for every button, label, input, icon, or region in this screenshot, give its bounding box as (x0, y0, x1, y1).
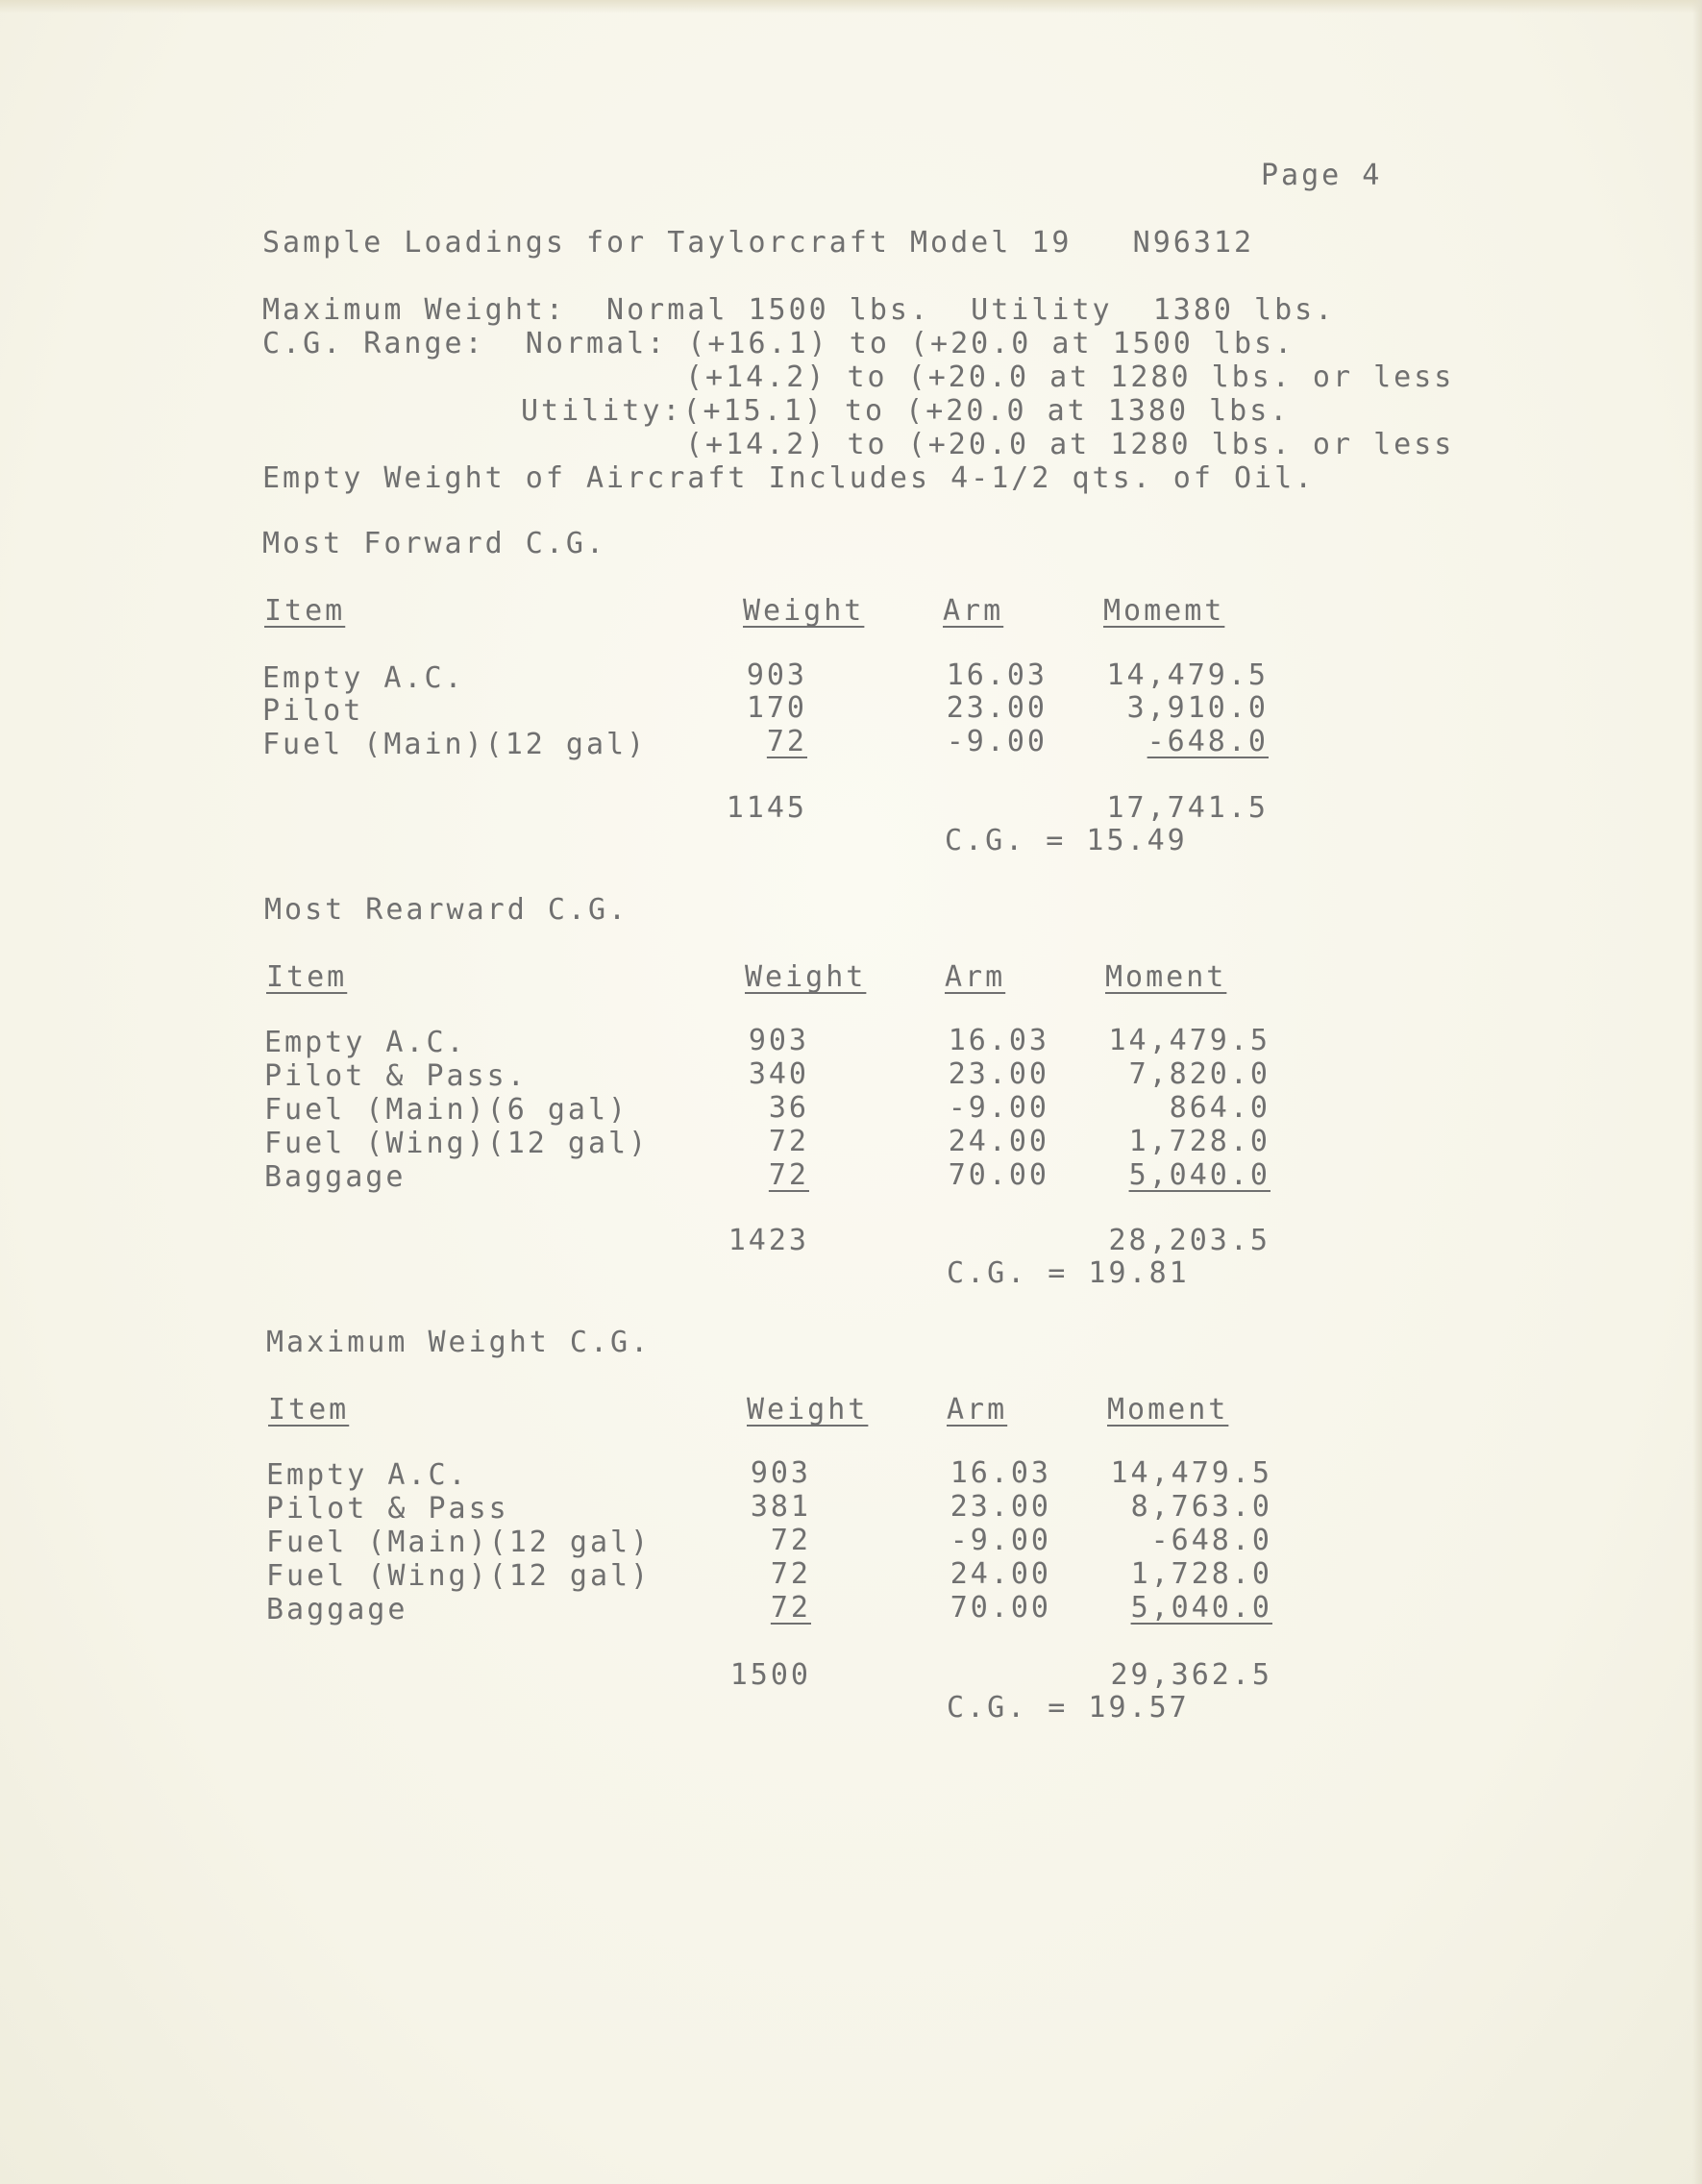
column-header-moment: Moment (1107, 1393, 1229, 1427)
row-arm: 70.00 (950, 1591, 1051, 1625)
row-weight: 903 (750, 1456, 811, 1490)
row-weight: 72 (770, 1557, 811, 1591)
row-moment (1069, 1159, 1270, 1192)
row-moment: 7,820.0 (1128, 1057, 1270, 1091)
cg-result: C.G. = 15.49 (945, 824, 1188, 857)
row-item: Fuel (Main)(12 gal) (262, 728, 648, 761)
total-weight: 1423 (728, 1224, 809, 1257)
column-header-arm: Arm (945, 960, 1006, 994)
row-weight: 72 (770, 1524, 811, 1557)
page-top-edge (0, 0, 1702, 13)
row-weight: 36 (768, 1091, 809, 1125)
row-moment: 14,479.5 (1106, 658, 1269, 692)
row-item: Baggage (266, 1593, 408, 1626)
row-arm: 16.03 (948, 1024, 1049, 1057)
row-weight: 340 (748, 1057, 809, 1091)
row-weight: 903 (748, 1024, 809, 1057)
cg-range-utility-line: Utility:(+15.1) to (+20.0 at 1380 lbs. (521, 394, 1291, 428)
row-item: Pilot & Pass (266, 1492, 509, 1526)
row-arm: 23.00 (950, 1490, 1051, 1524)
row-moment (1071, 1592, 1272, 1625)
row-arm: 24.00 (950, 1557, 1051, 1591)
column-header-moment: Momemt (1103, 594, 1225, 628)
cg-range-normal-line-2: (+14.2) to (+20.0 at 1280 lbs. or less (685, 360, 1455, 394)
column-header-weight: Weight (743, 594, 865, 628)
cg-range-normal-line: C.G. Range: Normal: (+16.1) to (+20.0 at 1500 lbs. (262, 327, 1295, 360)
row-item: Fuel (Wing)(12 gal) (266, 1559, 652, 1593)
document-title: Sample Loadings for Taylorcraft Model 19 N96312 (262, 226, 1255, 260)
row-arm: -9.00 (946, 725, 1048, 758)
row-weight (713, 1159, 809, 1192)
column-header-arm: Arm (943, 594, 1004, 628)
row-item: Fuel (Wing)(12 gal) (264, 1127, 650, 1160)
total-moment: 29,362.5 (1110, 1658, 1272, 1692)
row-weight-value: 72 (770, 1591, 811, 1625)
page-right-edge (1692, 0, 1702, 2184)
row-arm: -9.00 (950, 1524, 1051, 1557)
row-weight: 381 (750, 1490, 811, 1524)
row-item: Empty A.C. (262, 661, 465, 695)
total-weight: 1145 (726, 791, 807, 825)
page-number: Page 4 (1261, 159, 1383, 192)
row-item: Fuel (Main)(12 gal) (266, 1526, 652, 1559)
cg-result: C.G. = 19.81 (947, 1256, 1190, 1290)
total-moment: 28,203.5 (1108, 1224, 1270, 1257)
row-arm: 23.00 (948, 1057, 1049, 1091)
column-header-item: Item (268, 1393, 350, 1427)
column-header-weight: Weight (745, 960, 867, 994)
row-item: Baggage (264, 1160, 407, 1194)
row-moment: 14,479.5 (1108, 1024, 1270, 1057)
section-heading-rearward: Most Rearward C.G. (264, 893, 629, 927)
row-item: Empty A.C. (266, 1458, 469, 1492)
max-weight-line: Maximum Weight: Normal 1500 lbs. Utility 1380 lbs. (262, 293, 1336, 327)
row-weight-value: 72 (768, 1158, 809, 1192)
column-header-item: Item (266, 960, 348, 994)
row-arm: 16.03 (946, 658, 1048, 692)
row-moment: 1,728.0 (1130, 1557, 1272, 1591)
row-weight: 903 (746, 658, 807, 692)
row-weight: 170 (746, 691, 807, 725)
total-moment: 17,741.5 (1106, 791, 1269, 825)
row-arm: 23.00 (946, 691, 1048, 725)
row-moment-value: 5,040.0 (1128, 1158, 1270, 1192)
section-heading-max-weight: Maximum Weight C.G. (266, 1326, 652, 1359)
row-moment: 8,763.0 (1130, 1490, 1272, 1524)
row-arm: 16.03 (950, 1456, 1051, 1490)
row-moment: 3,910.0 (1126, 691, 1269, 725)
row-item: Pilot (262, 694, 364, 728)
column-header-item: Item (264, 594, 346, 628)
row-moment-value: -648.0 (1147, 725, 1269, 758)
row-moment: 864.0 (1169, 1091, 1270, 1125)
total-weight: 1500 (729, 1658, 811, 1692)
section-heading-forward: Most Forward C.G. (262, 527, 607, 560)
row-moment: 1,728.0 (1128, 1125, 1270, 1158)
column-header-weight: Weight (747, 1393, 869, 1427)
row-weight-value: 72 (766, 725, 807, 758)
row-arm: -9.00 (948, 1091, 1049, 1125)
row-moment: -648.0 (1150, 1524, 1272, 1557)
row-weight (711, 726, 807, 758)
row-item: Empty A.C. (264, 1026, 467, 1059)
row-moment: 14,479.5 (1110, 1456, 1272, 1490)
row-arm: 70.00 (948, 1158, 1049, 1192)
row-item: Pilot & Pass. (264, 1059, 528, 1093)
row-moment-value: 5,040.0 (1130, 1591, 1272, 1625)
row-item: Fuel (Main)(6 gal) (264, 1093, 629, 1127)
row-arm: 24.00 (948, 1125, 1049, 1158)
column-header-moment: Moment (1105, 960, 1227, 994)
row-moment (1067, 726, 1269, 758)
cg-range-utility-line-2: (+14.2) to (+20.0 at 1280 lbs. or less (685, 428, 1455, 461)
row-weight (715, 1592, 811, 1625)
column-header-arm: Arm (947, 1393, 1008, 1427)
row-weight: 72 (768, 1125, 809, 1158)
cg-result: C.G. = 19.57 (947, 1691, 1190, 1725)
empty-weight-note: Empty Weight of Aircraft Includes 4-1/2 qts. of Oil. (262, 461, 1316, 495)
